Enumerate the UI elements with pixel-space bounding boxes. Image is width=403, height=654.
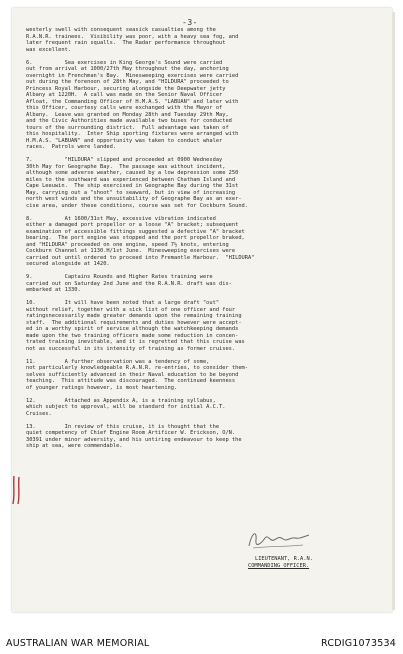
paragraph-line: 6. Sea exercises in King George's Sound were carried xyxy=(26,59,223,66)
report-body xyxy=(26,27,361,456)
paragraph-line: May, carrying out a "shoot" to seaward, but in view of increasing xyxy=(26,189,236,196)
paragraph xyxy=(26,398,361,418)
paragraph-line: and the Civic Authorities made available two buses for conducted xyxy=(26,118,232,124)
paragraph-line: Princess Royal Harbour, securing alongside the Deepwater jetty xyxy=(26,85,226,92)
paragraph-line: this Officer, courtesy calls were exchanged with the Mayor of xyxy=(26,105,223,111)
paragraph-line: 9. Captains Rounds and Higher Rates training were xyxy=(26,274,213,280)
paragraph-line: trated training inevitable, and it is regretted that this cruise was xyxy=(26,339,245,345)
paragraph-line: overnight in Frenchman's Bay. Minesweeping exercises were carried xyxy=(26,72,239,79)
footer-record-id: RCDIG1073534 xyxy=(321,638,396,649)
paragraph-line: carried out until ordered to proceed into Fremantle Harbour. "HILDURA" xyxy=(26,254,255,261)
paragraph-line: out from arrival at 1000/27th May throughout the day, anchoring xyxy=(26,66,229,72)
paragraph xyxy=(26,424,361,450)
paragraph-line: not particularly knowledgeable R.A.N.R. re-entries, to consider them- xyxy=(26,365,248,371)
paragraph-line: R.A.N.R. trainees. Visibility was poor, with a heavy sea fog, and xyxy=(26,33,239,40)
paragraph xyxy=(26,157,361,209)
paragraph-line: selves sufficiently advanced in their Naval education to be beyond xyxy=(26,371,239,378)
paragraph-line: teaching. This attitude was discouraged. The continued keenness xyxy=(26,378,236,384)
paragraph xyxy=(26,60,361,151)
paragraph-line: north west winds and the unsuitability of Geographe Bay as an exer- xyxy=(26,196,242,202)
paragraph-line: 7. "HILDURA" slipped and proceeded at 0900 Wednesday xyxy=(26,157,223,163)
paragraph-line: bearing. The port engine was stopped and the port propellor braked, xyxy=(26,235,245,241)
archive-footer xyxy=(0,634,403,654)
paragraph-line: westerly swell with consequent seasick casualties among the xyxy=(26,27,216,33)
paragraph-line: was excellent. xyxy=(26,46,72,53)
paragraph-line: Albany. Leave was granted on Monday 28th and Tuesday 29th May, xyxy=(26,111,229,118)
paragraph-line: staff. The additional requirements and duties however were accept- xyxy=(26,319,242,326)
paragraph-line: miles to the southward was experienced between Chatham Island and xyxy=(26,176,236,183)
paragraph-line: examination of accessible fittings suggested a defective "A" bracket xyxy=(26,228,245,235)
handwritten-signature xyxy=(243,526,313,552)
signature-title: COMMANDING OFFICER. xyxy=(248,563,310,569)
paragraph-line: made upon the two training officers made some reduction in concen- xyxy=(26,332,239,339)
paragraph xyxy=(26,274,361,294)
paragraph-line: of younger ratings however, is most heartening. xyxy=(26,384,178,391)
signature-rank: LIEUTENANT, R.A.N. xyxy=(255,556,313,562)
paragraph-line: although some adverse weather, caused by a low depression some 250 xyxy=(26,170,239,176)
paragraph-line: Afloat, the Commanding Officer of H.M.A.S. "LABUAN" and later with xyxy=(26,98,239,105)
paragraph-line: ed in a worthy spirit of service although the watchkeeping demands xyxy=(26,326,239,332)
paragraph-line: Cruises. xyxy=(26,410,52,417)
paragraph-line: 13. In review of this cruise, it is thought that the xyxy=(26,423,220,430)
paragraph-line: cise area, under these conditions, course was set for Cockburn Sound. xyxy=(26,202,248,209)
paragraph-line: ratingsnecessarily made greater demands upon the remaining training xyxy=(26,313,242,319)
footer-institution: AUSTRALIAN WAR MEMORIAL xyxy=(6,638,150,649)
paragraph-line: either a damaged port propellor or a loose "A" bracket; subsequent xyxy=(26,222,239,228)
paragraph-line: 30391 under minor adversity, and his untiring endeavour to keep the xyxy=(26,436,242,443)
paragraph-line: 30th May for Geographe Bay. The passage was without incident, xyxy=(26,163,226,170)
paragraph-line: 11. A further observation was a tendency of some, xyxy=(26,358,210,365)
paragraph-line: this hospitality. Inter Ship sporting fixtures were arranged with xyxy=(26,131,239,137)
paragraph-line: Cape Leeuwin. The ship exercised in Geographe Bay during the 31st xyxy=(26,183,239,189)
paragraph-line: ship at sea, were commendable. xyxy=(26,443,123,449)
paragraph-line: carried out on Saturday 2nd June and the R.A.N.R. draft was dis- xyxy=(26,280,232,287)
handwritten-margin-mark xyxy=(8,474,28,506)
paragraph-line: 8. At 1600/31st May, excessive vibration indicated xyxy=(26,215,216,222)
paragraph-line: out during the forenoon of 28th May, and "HILDURA" proceeded to xyxy=(26,79,229,85)
paragraph xyxy=(26,359,361,392)
paragraph-line: races. Patrols were landed. xyxy=(26,144,117,150)
paragraph-line: H.M.A.S. "LABUAN" and opportunity was taken to conduct whaler xyxy=(26,137,223,144)
paragraph xyxy=(26,216,361,268)
paragraph-line: 12. Attached as Appendix A, is a training syllabus, xyxy=(26,397,216,404)
paragraph-line: which subject to approval, will be standard for initial A.C.T. xyxy=(26,404,226,410)
paragraph-line: tours of the surrounding district. Full advantage was taken of xyxy=(26,124,229,131)
paragraph-line: Albany at 1220H. A call was made on the Senior Naval Officer xyxy=(26,92,223,98)
paragraph xyxy=(26,27,361,53)
paragraph-line: and "HILDURA" proceeded on one engine, speed 7½ knots, entering xyxy=(26,241,229,248)
paragraph xyxy=(26,300,361,352)
paragraph-line: not as successful in its intensity of training as former cruises. xyxy=(26,345,236,352)
paragraph-line: later frequent rain squalls. The Radar performance throughout xyxy=(26,40,226,46)
paragraph-line: quiet competency of Chief Engine Room Artificer W. Erickson, O/N. xyxy=(26,430,236,436)
paragraph-line: 10. It will have been noted that a large draft "out" xyxy=(26,300,220,306)
paragraph-line: without relief, together with a sick list of one officer and four xyxy=(26,306,236,313)
paragraph-line: secured alongside at 1420. xyxy=(26,261,110,267)
page-number: -3- xyxy=(182,18,198,27)
page-edge-shadow xyxy=(392,12,395,610)
paragraph-line: Cockburn Channel at 1130.H/1st June. Minesweeping exercises were xyxy=(26,248,236,254)
paragraph-line: embarked at 1330. xyxy=(26,287,81,293)
